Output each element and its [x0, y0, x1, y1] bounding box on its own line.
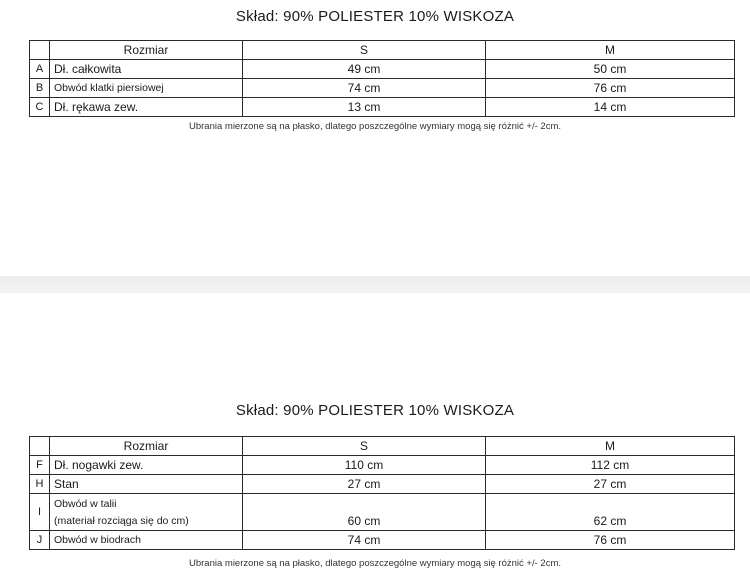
- value-s: 27 cm: [243, 475, 486, 494]
- row-label: Obwód klatki piersiowej: [50, 79, 243, 98]
- row-label: Dł. całkowita: [50, 60, 243, 79]
- row-label: Dł. nogawki zew.: [50, 456, 243, 475]
- table-row: [30, 456, 735, 475]
- table-row: [30, 60, 735, 79]
- table-row: [30, 494, 735, 531]
- value-m: 76 cm: [486, 531, 735, 550]
- value-m: 14 cm: [486, 98, 735, 117]
- size-table-bottom-section: [0, 394, 750, 569]
- value-s: 49 cm: [243, 60, 486, 79]
- table-header-row: [30, 437, 735, 456]
- row-letter: J: [30, 531, 50, 550]
- value-m: 62 cm: [486, 494, 735, 531]
- size-s-header: S: [243, 437, 486, 456]
- table-row: [30, 98, 735, 117]
- row-label: Stan: [50, 475, 243, 494]
- row-label: Obwód w biodrach: [50, 531, 243, 550]
- size-s-header: S: [243, 41, 486, 60]
- size-table: [29, 40, 735, 117]
- size-table-top-section: [0, 0, 750, 132]
- composition-title: Skład: 90% POLIESTER 10% WISKOZA: [235, 402, 515, 419]
- corner-cell: [30, 41, 50, 60]
- row-letter: C: [30, 98, 50, 117]
- row-label-line1: Obwód w talii: [54, 498, 117, 510]
- measurement-note: Ubrania mierzone są na płasko, dlatego poszczególne wymiary mogą się różnić +/- 2cm.: [189, 121, 561, 132]
- value-s: 60 cm: [243, 494, 486, 531]
- value-m: 112 cm: [486, 456, 735, 475]
- row-letter: H: [30, 475, 50, 494]
- corner-cell: [30, 437, 50, 456]
- composition-title: Skład: 90% POLIESTER 10% WISKOZA: [235, 8, 515, 25]
- table-row: [30, 79, 735, 98]
- table-row: [30, 531, 735, 550]
- row-label-line2: (materiał rozciąga się do cm): [54, 515, 189, 527]
- size-header-label: Rozmiar: [50, 437, 243, 456]
- size-m-header: M: [486, 437, 735, 456]
- row-letter: F: [30, 456, 50, 475]
- value-m: 76 cm: [486, 79, 735, 98]
- value-m: 50 cm: [486, 60, 735, 79]
- value-s: 13 cm: [243, 98, 486, 117]
- value-s: 110 cm: [243, 456, 486, 475]
- table-row: [30, 475, 735, 494]
- value-s: 74 cm: [243, 531, 486, 550]
- row-label-stacked: [50, 494, 243, 531]
- row-letter: I: [30, 494, 50, 531]
- row-letter: B: [30, 79, 50, 98]
- size-m-header: M: [486, 41, 735, 60]
- row-label: Dł. rękawa zew.: [50, 98, 243, 117]
- row-letter: A: [30, 60, 50, 79]
- table-header-row: [30, 41, 735, 60]
- size-header-label: Rozmiar: [50, 41, 243, 60]
- size-table: [29, 436, 735, 550]
- value-s: 74 cm: [243, 79, 486, 98]
- value-m: 27 cm: [486, 475, 735, 494]
- section-divider: [0, 276, 750, 293]
- measurement-note: Ubrania mierzone są na płasko, dlatego poszczególne wymiary mogą się różnić +/- 2cm.: [189, 558, 561, 569]
